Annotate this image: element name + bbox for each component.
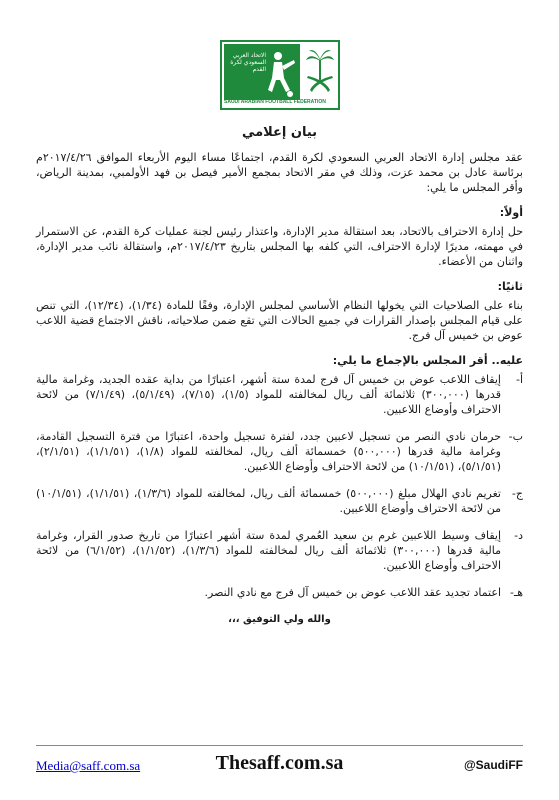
footer-divider [36, 745, 523, 746]
item-text: إيقاف اللاعب عوض بن خميس آل فرج لمدة ستة أشهر، اعتبارًا من بداية عقده الجديد، وغرامة مالية قدرها (٣٠٠,٠٠٠) ثلاثمائة ألف ريال لمخالفته للمواد (١/٥)، (٧/١٥)، (٥/١/٤٩)، (٧/١/٤٩) من لائحة الاحتراف وأوضاع اللاعبين. [36, 373, 501, 416]
logo-green-panel [224, 44, 300, 100]
press-release-body [36, 125, 523, 627]
twitter-handle: @SaudiFF [463, 758, 523, 772]
item-text: إيقاف وسيط اللاعبين غرم بن سعيد العُمري لمدة ستة أشهر اعتبارًا من تاريخ صدور القرار، وغرامة مالية قدرها (٣٠٠,٠٠٠) ثلاثمائة ألف ريال لمخالفته للمواد (١/٣/٦)، (١/١/٥٢)، (٦/١/٥٢) من لائحة الاحتراف وأوضاع اللاعبين. [36, 529, 502, 572]
footer [36, 752, 523, 782]
saff-logo [220, 40, 340, 110]
logo-arabic-text: الاتحاد العربي السعودي لكرة القدم [230, 52, 266, 73]
palm-swords-emblem-icon [304, 46, 336, 96]
item-marker: ج- [511, 487, 523, 500]
section-1-text: حل إدارة الاحتراف بالاتحاد، بعد استقالة مدير الإدارة، واعتذار رئيس لجنة عمليات كرة القدم، عن الاستمرار في مهمته، مديرًا لإدارة الاحتراف، التي كلفه بها المجلس بتاريخ ٢٠١٧/٤/٢٣م، واستقالة نائب مدير الإدارة، واثنان من الأعضاء. [36, 225, 523, 268]
item-marker: د- [514, 529, 523, 542]
section-2-text: بناء على الصلاحيات التي يخولها النظام الأساسي لمجلس الإدارة، وفقًا للمادة (١/٣٤)، (١٢/٣٤)، التي تنص على قيام المجلس بإصدار القرارات في جميع الحالات التي تقع ضمن صلاحياته، ناقش الاجتماع قضية اللاعب عوض بن خميس آل فرج. [36, 299, 523, 342]
decision-item-c [36, 486, 523, 516]
item-text: تغريم نادي الهلال مبلغ (٥٠٠,٠٠٠) خمسمائة ألف ريال، لمخالفته للمواد (١/٣/٦)، (١/١/٥١)، (١٠/١/٥١) من لائحة الاحتراف وأوضاع اللاعبين. [36, 487, 501, 515]
item-marker: هـ- [510, 586, 523, 599]
document-title: بيان إعلامي [241, 125, 318, 140]
item-text: حرمان نادي النصر من تسجيل لاعبين جدد، لفترة تسجيل واحدة، اعتبارًا من فترة التسجيل القادمة، وغرامة مالية قدرها (٥٠٠,٠٠٠) خمسمائة ألف ريال، لمخالفته للمواد (١/٨)، (١/١/٥١)، (٢/١/٥١)، (٥/١/٥١)، (١٠/١/٥١) من لائحة الاحتراف وأوضاع اللاعبين. [36, 430, 501, 473]
logo-english-text: SAUDI ARABIAN FOOTBALL FEDERATION [224, 99, 326, 105]
decision-heading: عليه.. أقر المجلس بالإجماع ما يلي: [332, 354, 523, 367]
intro-paragraph: عقد مجلس إدارة الاتحاد العربي السعودي لكرة القدم، اجتماعًا مساء اليوم الأربعاء الموافق ٢٠١٧/٤/٢٦م برئاسة عادل بن محمد عزت، وذلك في مقر الاتحاد بمجمع الأمير فيصل بن فهد الأولمبي، بمدينة الرياض، وأقر المجلس ما يلي: [36, 151, 523, 194]
item-marker: ب- [508, 430, 523, 443]
item-marker: أ- [515, 373, 523, 386]
section-1-heading: أولاً: [499, 206, 523, 219]
website-text: Thesaff.com.sa [215, 752, 344, 774]
decision-item-b [36, 429, 523, 474]
decision-item-a [36, 372, 523, 417]
section-2-heading: ثانيًا: [497, 280, 523, 293]
item-text: اعتماد تجديد عقد اللاعب عوض بن خميس آل فرج مع نادي النصر. [204, 586, 501, 599]
decision-item-d [36, 528, 523, 573]
email-link[interactable]: Media@saff.com.sa [36, 758, 141, 773]
decision-item-e [36, 585, 523, 600]
closing-line: والله ولي التوفيق ،،، [228, 614, 331, 625]
